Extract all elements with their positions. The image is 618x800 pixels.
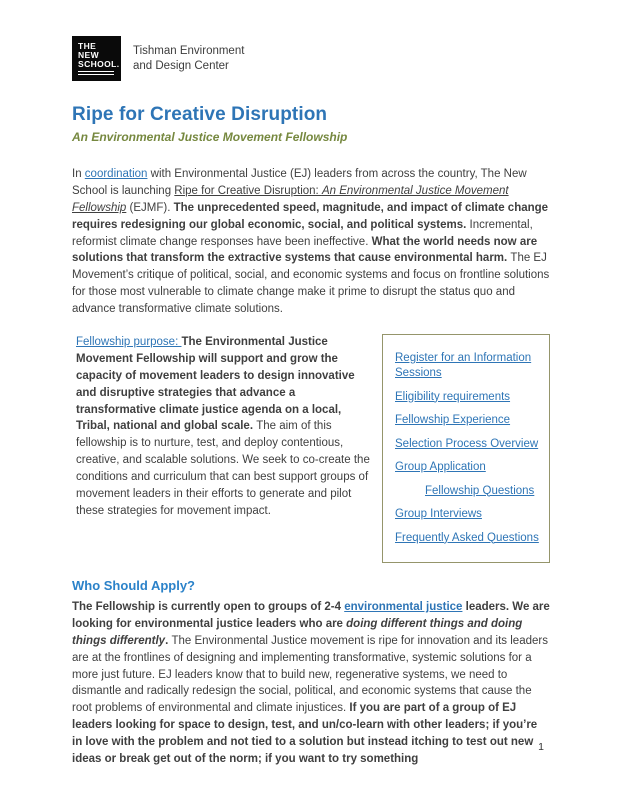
document-title: Ripe for Creative Disruption xyxy=(72,104,328,125)
purpose-paragraph xyxy=(72,334,372,520)
text-segment: Ripe for Creative Disruption: xyxy=(174,184,322,197)
logo-text-line: NEW xyxy=(78,50,100,60)
new-school-logo xyxy=(72,36,121,81)
inline-link[interactable]: coordination xyxy=(84,168,148,180)
quick-link[interactable]: Fellowship Questions xyxy=(425,484,535,497)
quick-links-box xyxy=(382,334,550,563)
quick-link[interactable]: Group Interviews xyxy=(395,508,482,521)
org-name-line2: and Design Center xyxy=(133,60,229,72)
page-number: 1 xyxy=(538,741,544,753)
text-segment: leaders. We are looking for environmental justice leaders who are xyxy=(72,601,550,630)
quick-link[interactable]: Fellowship Experience xyxy=(395,414,511,427)
text-segment: . xyxy=(165,634,172,647)
document-subtitle: An Environmental Justice Movement Fellowship xyxy=(72,130,348,144)
text-segment: The unprecedented speed, magnitude, and impact of climate change requires redesigning our global economic, social, and political systems. xyxy=(72,201,549,231)
text-segment: An Environmental Justice Movement Fellowship xyxy=(72,184,509,214)
org-name xyxy=(133,36,244,74)
logo-text-line: THE xyxy=(78,41,97,51)
logo-underline-rules xyxy=(78,71,114,75)
text-segment: If you are part of a group of EJ leaders looking for space to design, test, and un/co-learn with other leaders; if you’re in love with the problem and not tied to a solution but instead itching to test out new ideas or break get out of the norm; if you want to try something xyxy=(72,702,538,766)
intro-paragraph xyxy=(72,166,550,318)
text-segment: Incremental, reformist climate change responses have been ineffective. xyxy=(72,218,533,248)
two-column-section xyxy=(72,334,550,563)
quick-link[interactable]: Eligibility requirements xyxy=(395,390,511,403)
text-segment: The Environmental Justice Movement Fellowship will support and grow the capacity of movement leaders to design innovative and disruptive strategies that advance a transformative climate justice agenda on a local, Tribal, national and global scale. xyxy=(76,336,355,433)
inline-link[interactable]: Fellowship purpose: xyxy=(76,336,182,349)
text-segment: doing different things and doing things differently xyxy=(72,617,523,647)
logo-text-line: SCHOOL. xyxy=(78,59,120,69)
quick-link[interactable]: Register for an Information Sessions xyxy=(395,352,532,380)
quick-link[interactable]: Frequently Asked Questions xyxy=(395,531,539,544)
org-name-line1: Tishman Environment xyxy=(133,45,245,57)
text-segment: The Environmental Justice movement is ripe for innovation and its leaders are at the frontlines of designing and implementing transformative, systemic solutions for a more just future. EJ leaders know that to build new, regenerative systems, we need to dismantle and radically redesign the social, political, and economic systems that cause the root problems of environmental and climate injustices. xyxy=(72,634,548,715)
inline-link[interactable]: environmental justice xyxy=(344,601,463,614)
text-segment: (EJMF). xyxy=(126,201,174,214)
who-should-apply-heading: Who Should Apply? xyxy=(72,578,195,594)
who-should-apply-paragraph xyxy=(72,599,550,768)
text-segment: The Fellowship is currently open to groups of 2-4 xyxy=(72,601,345,614)
header xyxy=(72,36,550,81)
text-segment: The aim of this fellowship is to nurture, test, and deploy contentious, creative, and scalable solutions. We seek to co-create the conditions and curriculum that can best support groups of movement leaders in their efforts to generate and pilot these strategies for movement impact. xyxy=(76,420,370,517)
text-segment: with Environmental Justice (EJ) leaders from across the country, The New School is launching xyxy=(72,168,527,197)
text-segment: What the world needs now are solutions that transform the extractive systems that cause environmental harm. xyxy=(72,235,538,265)
text-segment: In xyxy=(72,168,85,180)
quick-link[interactable]: Selection Process Overview xyxy=(395,437,539,450)
text-segment: The EJ Movement’s critique of political, social, and economic systems and focus on frontline solutions for those most vulnerable to climate change make it prime to disrupt the status quo and advance transformative climate solutions. xyxy=(72,252,550,316)
quick-link[interactable]: Group Application xyxy=(395,461,486,474)
